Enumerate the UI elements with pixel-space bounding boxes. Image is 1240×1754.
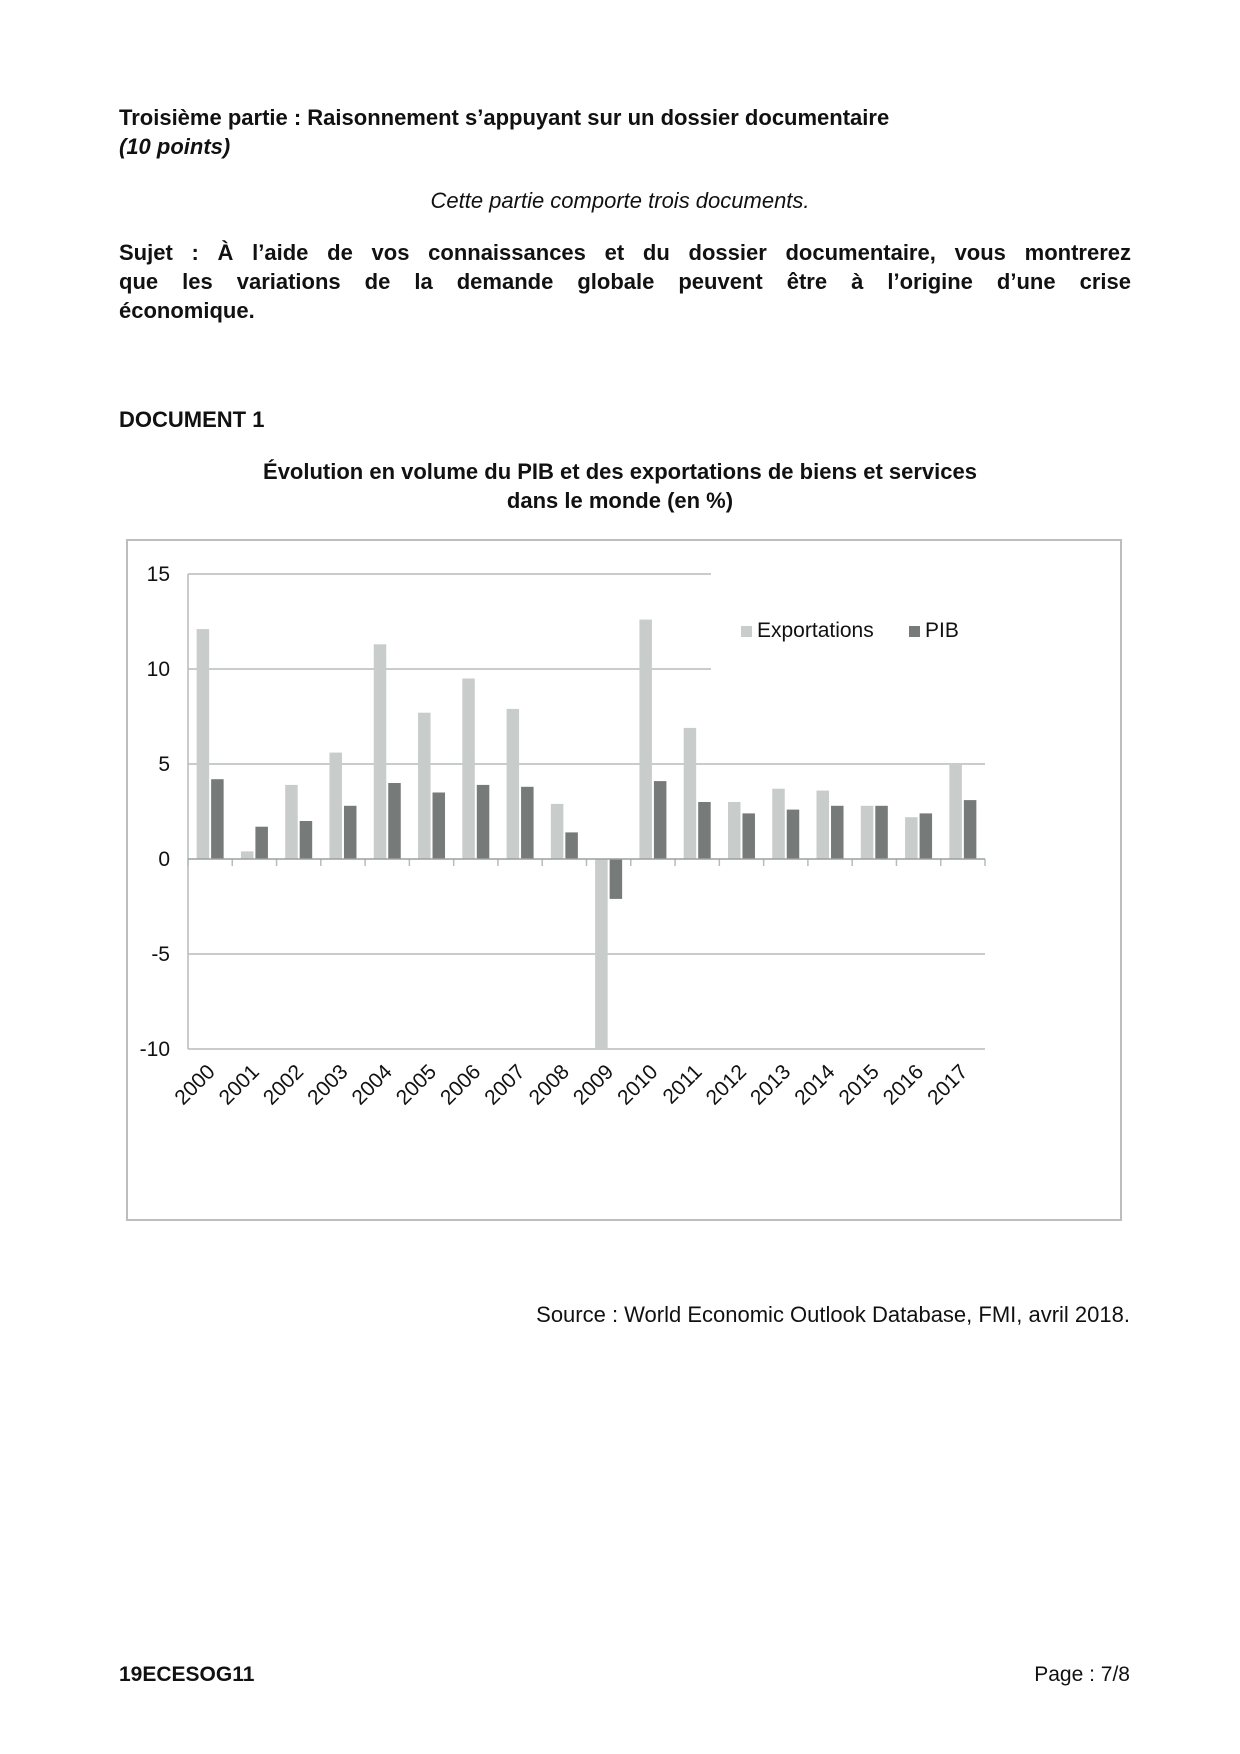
sujet-paragraph [119,238,1131,325]
bar-pib [255,827,268,859]
y-tick-label: 5 [158,753,170,776]
bar-pib [698,802,711,859]
sujet-line-2: que les variations de la demande globale peuvent être à l’origine d’une crise [119,269,1131,294]
bar-exportations [462,679,475,860]
y-tick-label: -5 [151,943,170,966]
x-tick-label: 2003 [303,1060,353,1110]
bar-pib [964,800,977,859]
x-tick-label: 2008 [524,1060,574,1110]
x-tick-label: 2012 [701,1060,752,1110]
source-note: Source : World Economic Outlook Database, FMI, avril 2018. [536,1302,1130,1327]
section-heading: Troisième partie : Raisonnement s’appuyant sur un dossier documentaire [119,105,890,130]
legend-label-pib: PIB [925,619,959,642]
footer-code: 19ECESOG11 [119,1663,255,1686]
x-tick-label: 2009 [568,1060,619,1110]
bar-pib [787,810,800,859]
x-tick-label: 2010 [613,1060,663,1110]
bar-pib [211,779,224,859]
bar-exportations [861,806,874,859]
x-tick-label: 2007 [480,1060,530,1110]
bar-pib [344,806,357,859]
bar-exportations [595,859,608,1049]
bar-exportations [374,644,387,859]
bar-exportations [241,851,254,859]
bar-pib [920,813,933,859]
document-label: DOCUMENT 1 [119,407,265,432]
x-tick-label: 2014 [790,1060,840,1110]
bar-pib [433,793,446,860]
bar-pib [477,785,490,859]
legend-swatch-exportations [741,626,752,637]
chart-frame [126,539,1122,1221]
bar-pib [388,783,401,859]
bar-exportations [817,791,830,859]
bar-exportations [905,817,918,859]
bar-exportations [551,804,564,859]
bar-exportations [949,764,962,859]
y-tick-label: 0 [158,848,170,871]
sujet-line-1: Sujet : À l’aide de vos connaissances et du dossier documentaire, vous montrerez [119,240,1131,265]
bar-exportations [418,713,431,859]
section-subtitle: Cette partie comporte trois documents. [430,188,810,213]
bar-exportations [684,728,697,859]
x-tick-label: 2006 [436,1060,486,1110]
legend-swatch-pib [909,626,920,637]
x-tick-label: 2005 [391,1060,442,1110]
section-points: (10 points) [119,134,231,159]
x-tick-label: 2013 [745,1060,796,1110]
x-tick-label: 2016 [878,1060,929,1110]
bar-pib [610,859,623,899]
x-tick-label: 2001 [214,1060,264,1110]
bar-exportations [285,785,298,859]
bar-exportations [197,629,210,859]
bar-pib [565,832,578,859]
bar-pib [875,806,888,859]
x-tick-label: 2015 [834,1060,884,1110]
x-tick-label: 2011 [658,1060,707,1109]
bar-exportations [728,802,741,859]
chart-title [0,457,1240,515]
bar-pib [521,787,534,859]
bar-pib [654,781,667,859]
bar-chart [128,541,1120,1219]
sujet-line-3: économique. [119,298,255,323]
x-tick-label: 2017 [923,1060,973,1110]
bar-exportations [329,753,342,859]
x-tick-label: 2002 [258,1060,309,1110]
y-tick-label: -10 [139,1038,170,1061]
bar-pib [831,806,844,859]
legend-label-exportations: Exportations [757,619,874,642]
bar-pib [300,821,313,859]
footer-page-number: Page : 7/8 [1034,1663,1130,1686]
y-tick-label: 15 [146,563,170,586]
x-tick-label: 2000 [170,1060,220,1110]
x-tick-label: 2004 [347,1060,397,1110]
chart-title-line-1: Évolution en volume du PIB et des exportations de biens et services [263,459,977,484]
bar-exportations [772,789,785,859]
bar-exportations [639,620,652,859]
bar-exportations [507,709,520,859]
chart-title-line-2: dans le monde (en %) [506,488,734,513]
y-tick-label: 10 [146,658,170,681]
bar-pib [742,813,755,859]
